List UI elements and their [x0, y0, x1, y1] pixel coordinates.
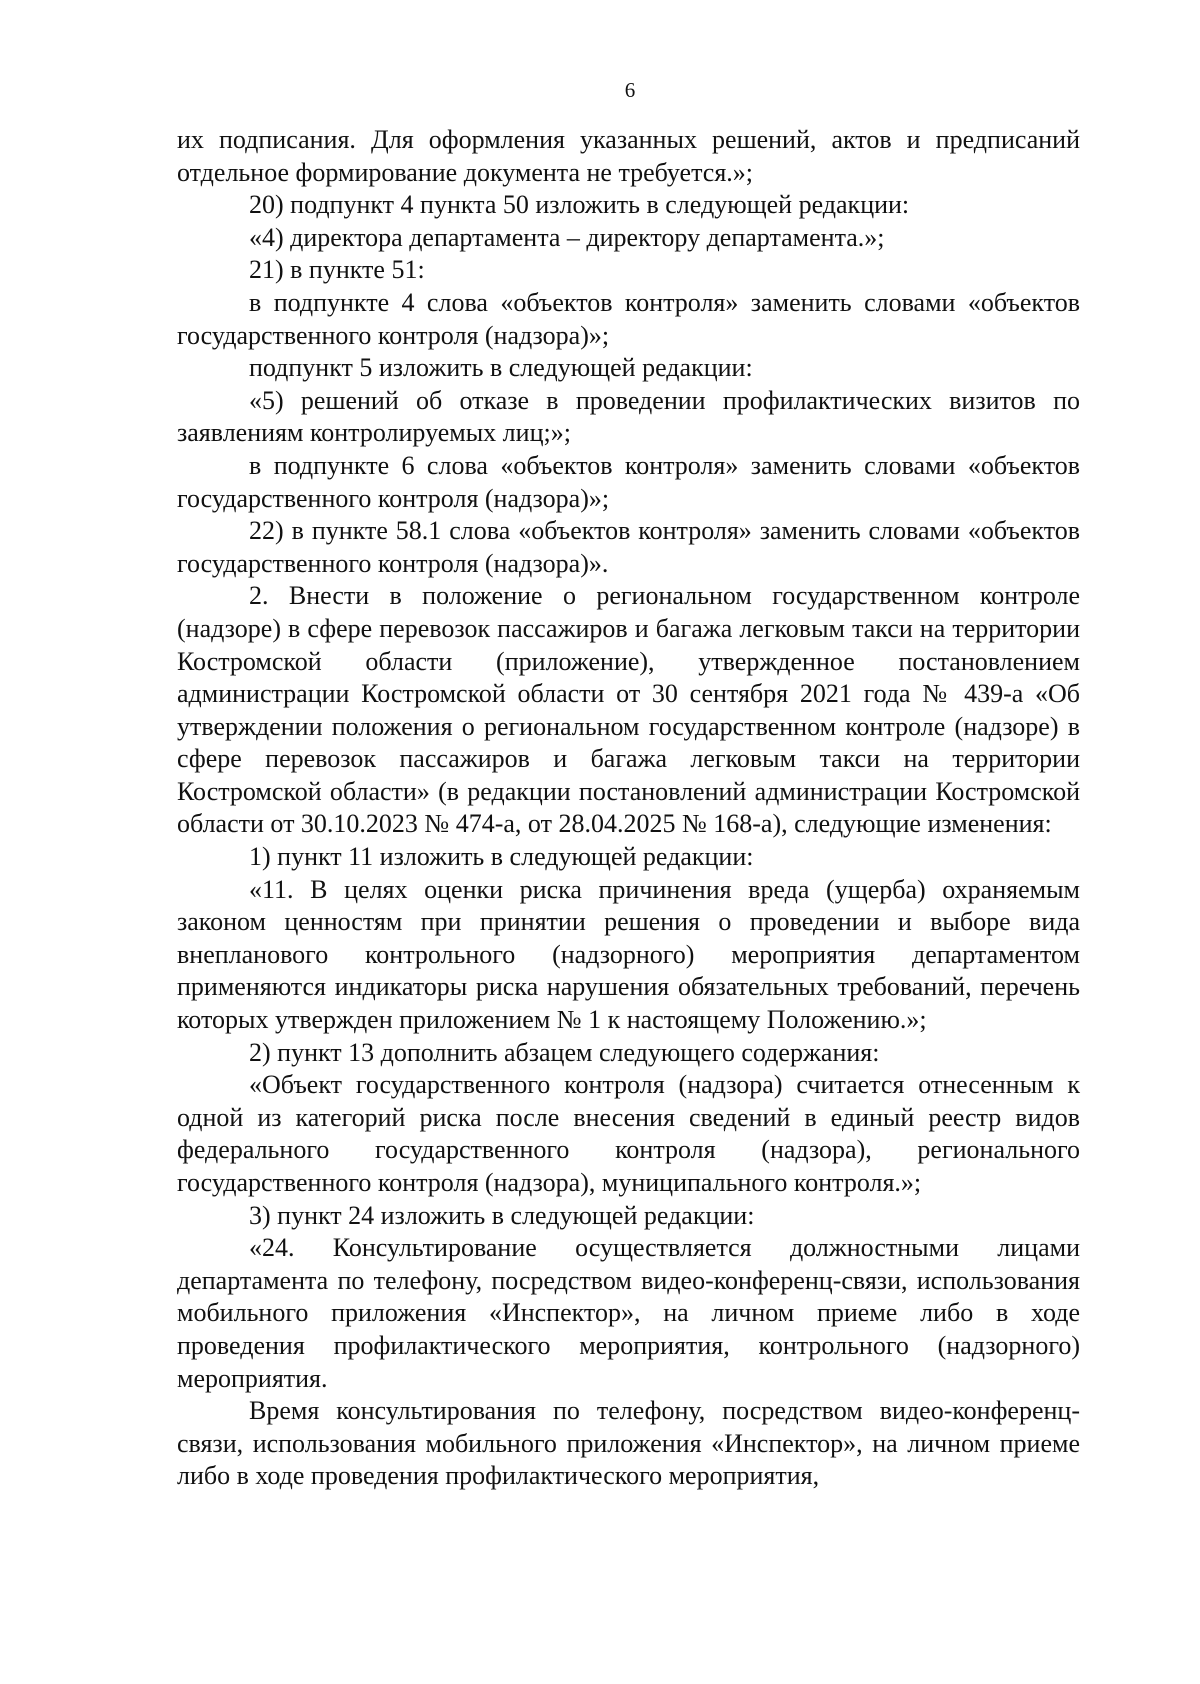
paragraph: «4) директора департамента – директору департамента.»;: [249, 222, 885, 252]
paragraph: Время консультирования по телефону, посредством видео-конференц-связи, использования мобильного приложения «Инспектор», на личном приеме либо в ходе проведения профилактического мероприятия,: [177, 1396, 1080, 1491]
paragraph: 20) подпункт 4 пункта 50 изложить в следующей редакции:: [249, 190, 910, 220]
paragraph: 22) в пункте 58.1 слова «объектов контроля» заменить словами «объектов государственного контроля (надзора)».: [177, 516, 1080, 578]
paragraph: в подпункте 4 слова «объектов контроля» заменить словами «объектов государственного контроля (надзора)»;: [177, 287, 1080, 350]
paragraph: «24. Консультирование осуществляется должностными лицами департамента по телефону, посредством видео-конференц-связи, использования мобильного приложения «Инспектор», на личном приеме либо в ходе проведения профилактического мероприятия, контрольного (надзорного) мероприятия.: [177, 1233, 1080, 1393]
paragraph: их подписания. Для оформления указанных решений, актов и предписаний отдельное формирование документа не требуется.»;: [177, 125, 1080, 187]
paragraph: подпункт 5 изложить в следующей редакции:: [249, 353, 753, 383]
paragraph: 1) пункт 11 изложить в следующей редакции:: [249, 842, 754, 872]
document-body: [177, 124, 1080, 1493]
paragraph: 21) в пункте 51:: [249, 255, 425, 285]
paragraph: 2) пункт 13 дополнить абзацем следующего содержания:: [249, 1037, 880, 1067]
paragraph: «Объект государственного контроля (надзора) считается отнесенным к одной из категорий риска после внесения сведений в единый реестр видов федерального государственного контроля (надзора), регионального государственного контроля (надзора), муниципального контроля.»;: [177, 1070, 1080, 1197]
paragraph: 3) пункт 24 изложить в следующей редакции:: [249, 1200, 755, 1230]
page-number: 6: [624, 78, 636, 102]
paragraph: 2. Внести в положение о региональном государственном контроле (надзоре) в сфере перевозок пассажиров и багажа легковым такси на территории Костромской области (приложение), утвержденное постановлением администрации Костромской области от 30 сентября 2021 года № 439-а «Об утверждении положения о региональном государственном контроле (надзоре) в сфере перевозок пассажиров и багажа легковым такси на территории Костромской области» (в редакции постановлений администрации Костромской области от 30.10.2023 № 474-а, от 28.04.2025 № 168-а), следующие изменения:: [177, 581, 1080, 839]
paragraph: «5) решений об отказе в проведении профилактических визитов по заявлениям контролируемых лиц;»;: [177, 385, 1080, 448]
paragraph: в подпункте 6 слова «объектов контроля» заменить словами «объектов государственного контроля (надзора)»;: [177, 450, 1080, 513]
paragraph: «11. В целях оценки риска причинения вреда (ущерба) охраняемым законом ценностям при принятии решения о проведении и выборе вида внепланового контрольного (надзорного) мероприятия департаментом применяются индикаторы риска нарушения обязательных требований, перечень которых утвержден приложением № 1 к настоящему Положению.»;: [177, 874, 1080, 1035]
